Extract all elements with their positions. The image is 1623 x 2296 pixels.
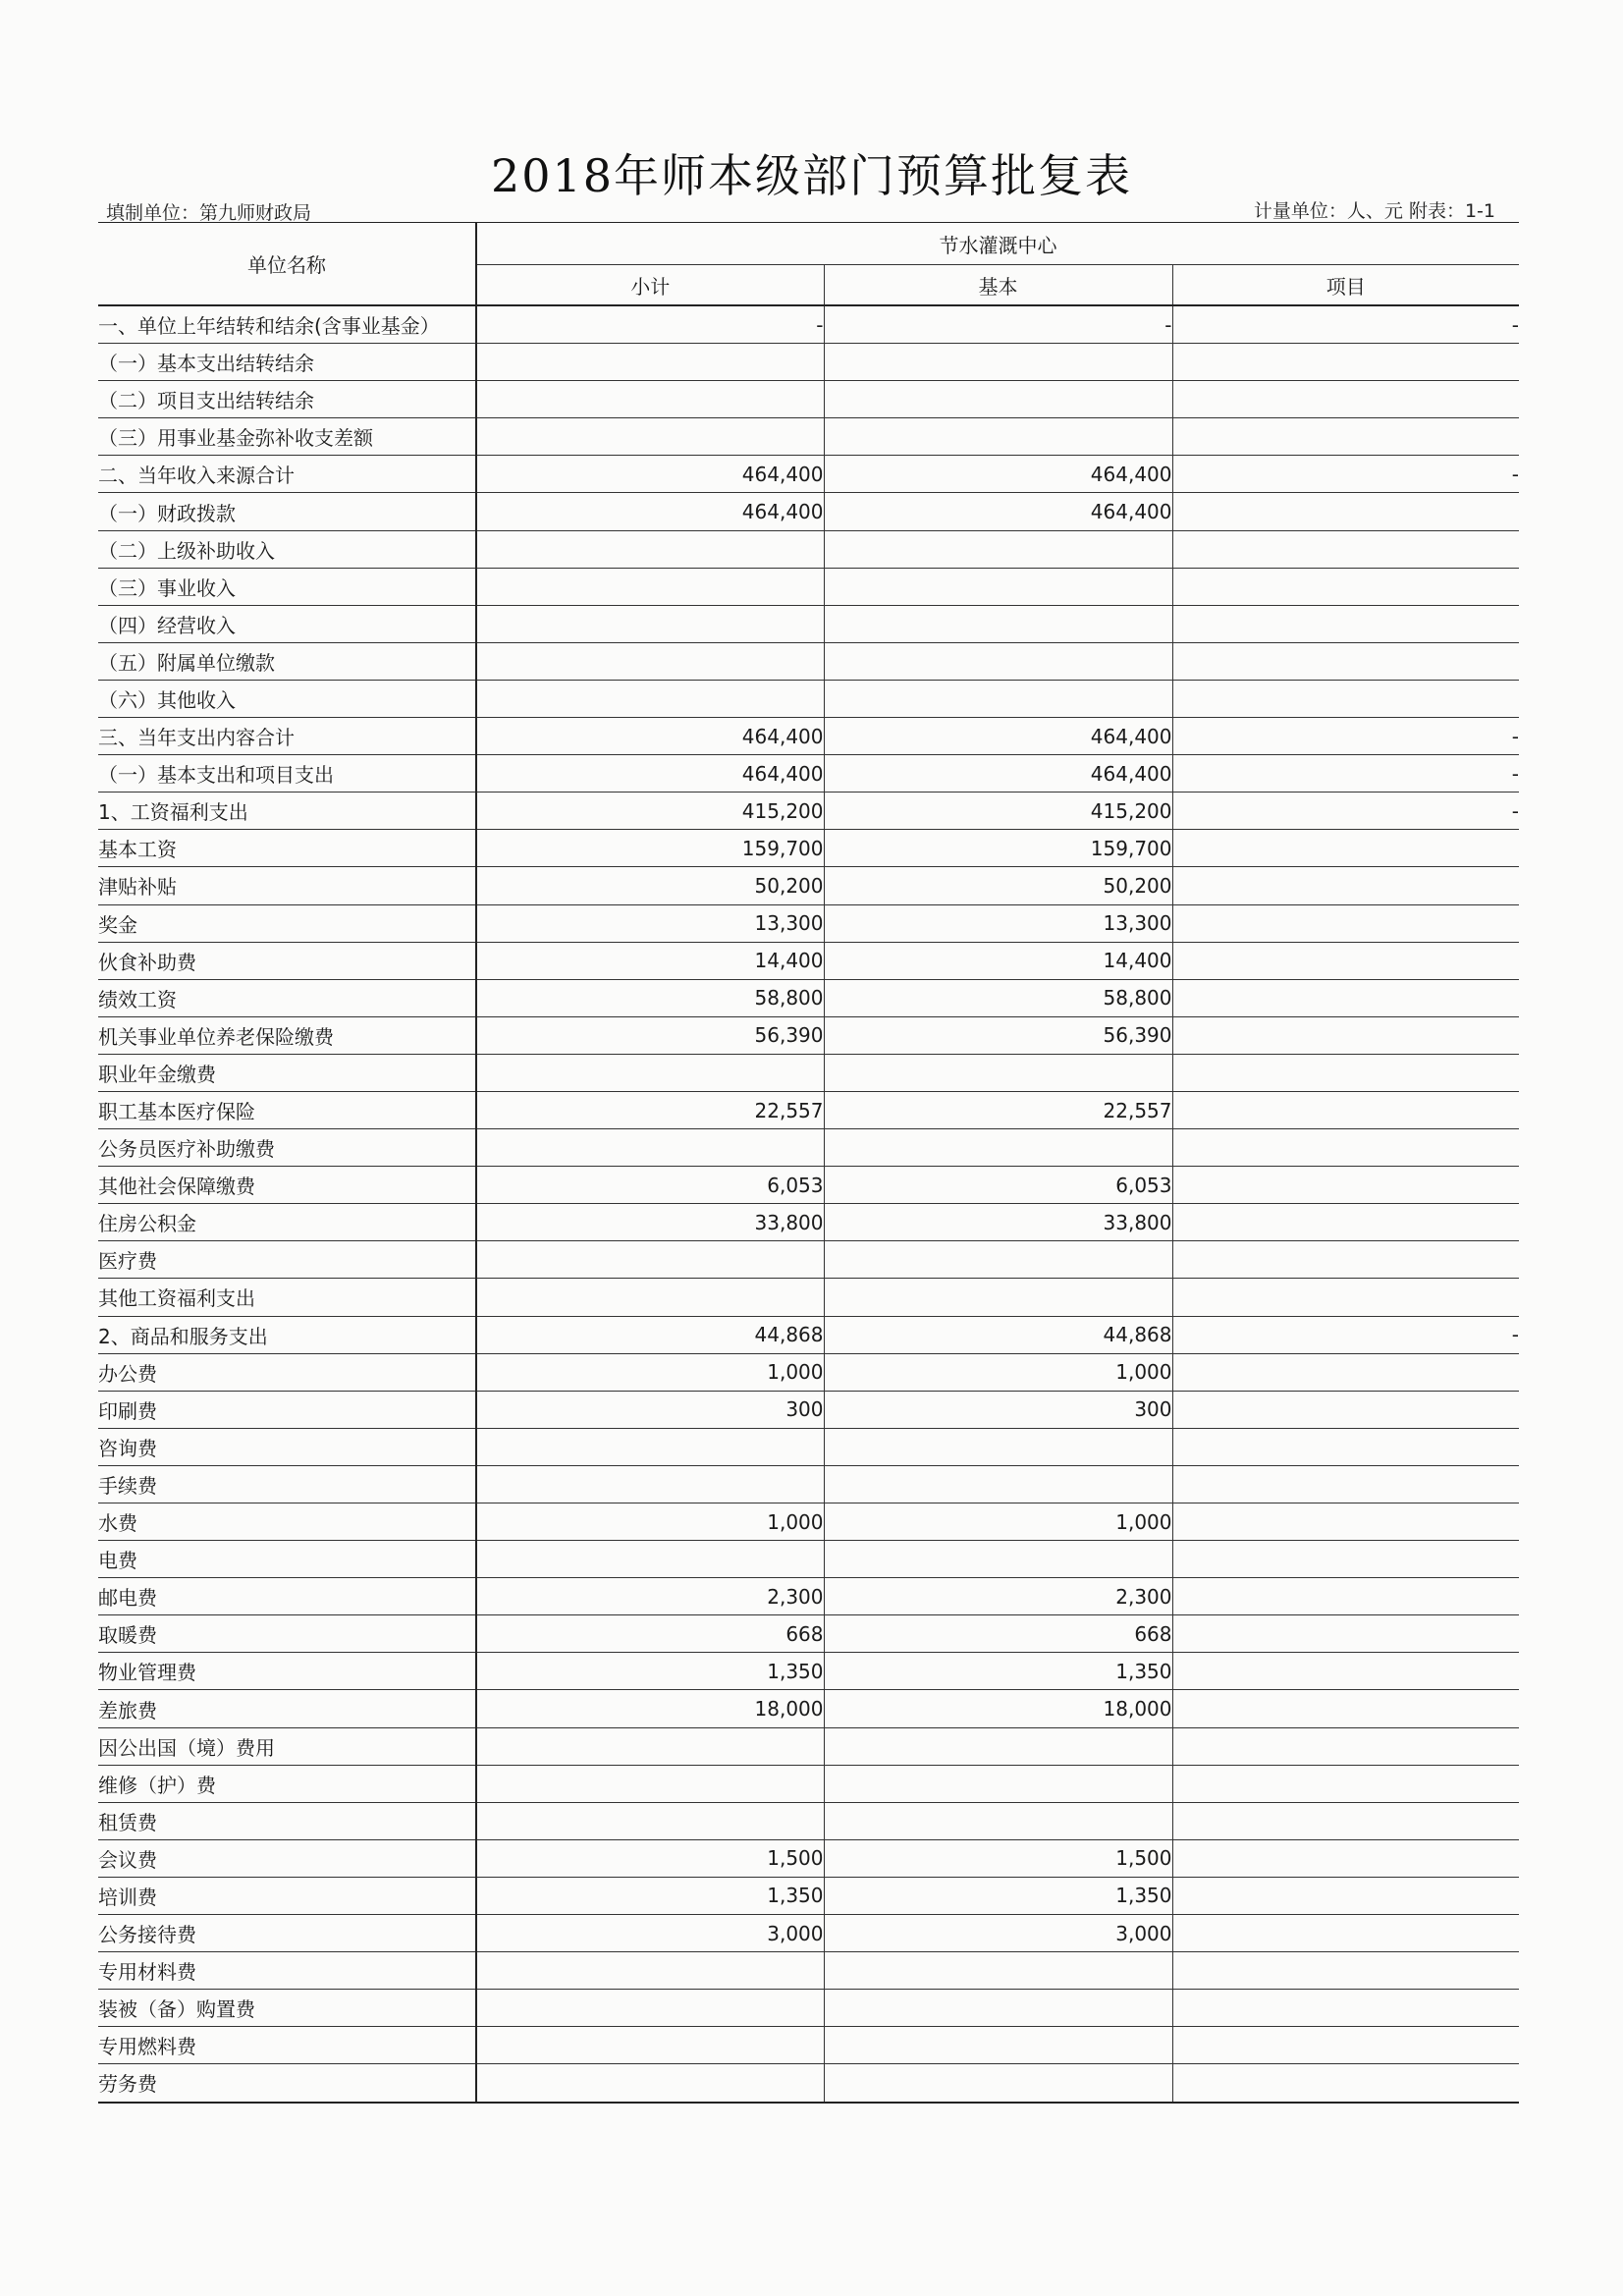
row-basic: 6,053	[824, 1167, 1172, 1204]
row-subtotal	[476, 1952, 824, 1990]
row-basic	[824, 568, 1172, 605]
row-label: 住房公积金	[98, 1204, 476, 1241]
row-label: 伙食补助费	[98, 942, 476, 979]
row-label: 专用燃料费	[98, 2027, 476, 2064]
row-label: 奖金	[98, 904, 476, 942]
row-project	[1172, 418, 1519, 456]
row-basic: 464,400	[824, 755, 1172, 793]
row-subtotal: 1,000	[476, 1503, 824, 1541]
row-label: 津贴补贴	[98, 867, 476, 904]
table-row	[98, 1465, 1519, 1503]
row-label: 一、单位上年结转和结余(含事业基金）	[98, 305, 476, 344]
table-row	[98, 979, 1519, 1016]
table-body	[98, 305, 1519, 2103]
row-label: （四）经营收入	[98, 605, 476, 642]
table-row	[98, 1915, 1519, 1952]
budget-table	[98, 222, 1519, 2104]
row-subtotal: 415,200	[476, 793, 824, 830]
row-label: 培训费	[98, 1877, 476, 1914]
row-project	[1172, 1503, 1519, 1541]
row-subtotal	[476, 344, 824, 381]
row-label: （一）基本支出结转结余	[98, 344, 476, 381]
row-label: 职工基本医疗保险	[98, 1091, 476, 1128]
row-project	[1172, 530, 1519, 568]
row-label: 机关事业单位养老保险缴费	[98, 1016, 476, 1054]
row-project	[1172, 1690, 1519, 1727]
row-subtotal: 33,800	[476, 1204, 824, 1241]
table-row	[98, 1428, 1519, 1465]
row-basic: 1,500	[824, 1839, 1172, 1877]
row-project	[1172, 642, 1519, 680]
row-subtotal: 464,400	[476, 493, 824, 530]
row-project	[1172, 1204, 1519, 1241]
row-label: 基本工资	[98, 830, 476, 867]
row-project: -	[1172, 1316, 1519, 1353]
row-basic	[824, 381, 1172, 418]
row-project	[1172, 2064, 1519, 2103]
row-subtotal: 300	[476, 1391, 824, 1428]
row-basic	[824, 1541, 1172, 1578]
row-basic: 668	[824, 1615, 1172, 1653]
row-label: 装被（备）购置费	[98, 1990, 476, 2027]
measurement-unit: 计量单位：人、元 附表：1-1	[1253, 200, 1495, 222]
row-label: 专用材料费	[98, 1952, 476, 1990]
row-label: 电费	[98, 1541, 476, 1578]
row-label: （二）项目支出结转结余	[98, 381, 476, 418]
table-row	[98, 867, 1519, 904]
row-label: 医疗费	[98, 1241, 476, 1279]
table-row	[98, 1765, 1519, 1802]
table-row	[98, 1167, 1519, 1204]
table-row	[98, 642, 1519, 680]
row-subtotal: 464,400	[476, 755, 824, 793]
row-subtotal	[476, 1802, 824, 1839]
table-row	[98, 1990, 1519, 2027]
row-project	[1172, 381, 1519, 418]
row-project	[1172, 1990, 1519, 2027]
row-basic: 464,400	[824, 456, 1172, 493]
row-subtotal	[476, 680, 824, 717]
table-row	[98, 305, 1519, 344]
row-label: 因公出国（境）费用	[98, 1727, 476, 1765]
row-label: 取暖费	[98, 1615, 476, 1653]
table-row	[98, 718, 1519, 755]
row-subtotal	[476, 1541, 824, 1578]
row-subtotal	[476, 381, 824, 418]
row-project	[1172, 1241, 1519, 1279]
table-row	[98, 1877, 1519, 1914]
row-subtotal: 22,557	[476, 1091, 824, 1128]
header-project: 项目	[1172, 265, 1519, 306]
row-subtotal	[476, 1428, 824, 1465]
table-row	[98, 605, 1519, 642]
row-basic	[824, 344, 1172, 381]
row-basic: 58,800	[824, 979, 1172, 1016]
row-basic: 14,400	[824, 942, 1172, 979]
table-row	[98, 1727, 1519, 1765]
table-row	[98, 1802, 1519, 1839]
row-basic	[824, 1241, 1172, 1279]
table-row	[98, 493, 1519, 530]
row-subtotal	[476, 605, 824, 642]
row-basic: 464,400	[824, 493, 1172, 530]
row-label: 其他工资福利支出	[98, 1279, 476, 1316]
row-project	[1172, 1091, 1519, 1128]
row-subtotal: 668	[476, 1615, 824, 1653]
row-label: 2、商品和服务支出	[98, 1316, 476, 1353]
table-row	[98, 1054, 1519, 1091]
row-subtotal	[476, 1054, 824, 1091]
table-row	[98, 904, 1519, 942]
row-basic: 300	[824, 1391, 1172, 1428]
row-label: 维修（护）费	[98, 1765, 476, 1802]
row-label: 水费	[98, 1503, 476, 1541]
table-row	[98, 942, 1519, 979]
row-subtotal	[476, 1990, 824, 2027]
row-basic: 159,700	[824, 830, 1172, 867]
row-project	[1172, 568, 1519, 605]
row-basic	[824, 1990, 1172, 2027]
table-row	[98, 418, 1519, 456]
row-label: 手续费	[98, 1465, 476, 1503]
row-basic: 18,000	[824, 1690, 1172, 1727]
row-subtotal	[476, 1241, 824, 1279]
row-basic: 415,200	[824, 793, 1172, 830]
row-label: 咨询费	[98, 1428, 476, 1465]
row-basic	[824, 1428, 1172, 1465]
row-label: 印刷费	[98, 1391, 476, 1428]
page-title: 2018年师本级部门预算批复表	[490, 149, 1133, 202]
row-basic: 1,350	[824, 1877, 1172, 1914]
row-basic	[824, 2027, 1172, 2064]
row-subtotal: 1,000	[476, 1353, 824, 1391]
table-row	[98, 793, 1519, 830]
row-project	[1172, 1615, 1519, 1653]
row-basic	[824, 418, 1172, 456]
row-subtotal	[476, 1765, 824, 1802]
row-subtotal	[476, 568, 824, 605]
row-basic: 56,390	[824, 1016, 1172, 1054]
row-label: 租赁费	[98, 1802, 476, 1839]
row-subtotal	[476, 642, 824, 680]
row-project	[1172, 344, 1519, 381]
table-row	[98, 2064, 1519, 2103]
row-subtotal: 44,868	[476, 1316, 824, 1353]
row-project	[1172, 979, 1519, 1016]
row-subtotal: 2,300	[476, 1578, 824, 1615]
table-row	[98, 1129, 1519, 1167]
row-label: 1、工资福利支出	[98, 793, 476, 830]
table-row	[98, 530, 1519, 568]
row-basic: 1,000	[824, 1503, 1172, 1541]
row-project: -	[1172, 793, 1519, 830]
row-project	[1172, 1952, 1519, 1990]
row-project	[1172, 1802, 1519, 1839]
row-basic	[824, 605, 1172, 642]
table-row	[98, 1091, 1519, 1128]
row-label: 公务接待费	[98, 1915, 476, 1952]
row-project: -	[1172, 755, 1519, 793]
row-subtotal: 56,390	[476, 1016, 824, 1054]
row-basic: -	[824, 305, 1172, 344]
table-row	[98, 830, 1519, 867]
row-basic: 13,300	[824, 904, 1172, 942]
row-project	[1172, 1167, 1519, 1204]
row-label: （一）基本支出和项目支出	[98, 755, 476, 793]
row-subtotal: 6,053	[476, 1167, 824, 1204]
table-row	[98, 1204, 1519, 1241]
row-label: （二）上级补助收入	[98, 530, 476, 568]
row-project	[1172, 830, 1519, 867]
table-row	[98, 1653, 1519, 1690]
table-row	[98, 1690, 1519, 1727]
table-row	[98, 1503, 1519, 1541]
row-label: （五）附属单位缴款	[98, 642, 476, 680]
row-basic: 22,557	[824, 1091, 1172, 1128]
row-label: 公务员医疗补助缴费	[98, 1129, 476, 1167]
row-label: 其他社会保障缴费	[98, 1167, 476, 1204]
row-label: （一）财政拨款	[98, 493, 476, 530]
row-project	[1172, 1653, 1519, 1690]
row-project	[1172, 1016, 1519, 1054]
table-row	[98, 1279, 1519, 1316]
row-label: 二、当年收入来源合计	[98, 456, 476, 493]
row-label: 绩效工资	[98, 979, 476, 1016]
table-header	[98, 223, 1519, 306]
row-project	[1172, 1054, 1519, 1091]
row-subtotal	[476, 1727, 824, 1765]
table-row	[98, 1353, 1519, 1391]
row-label: （六）其他收入	[98, 680, 476, 717]
row-subtotal: 14,400	[476, 942, 824, 979]
table-row	[98, 1952, 1519, 1990]
row-subtotal: 464,400	[476, 718, 824, 755]
row-project	[1172, 1465, 1519, 1503]
table-row	[98, 1578, 1519, 1615]
row-subtotal: 159,700	[476, 830, 824, 867]
row-subtotal: -	[476, 305, 824, 344]
table-row	[98, 755, 1519, 793]
header-basic: 基本	[824, 265, 1172, 306]
row-subtotal: 464,400	[476, 456, 824, 493]
row-project	[1172, 1391, 1519, 1428]
row-project	[1172, 904, 1519, 942]
table-row	[98, 1241, 1519, 1279]
row-project	[1172, 1428, 1519, 1465]
row-project: -	[1172, 305, 1519, 344]
row-subtotal	[476, 418, 824, 456]
row-subtotal: 50,200	[476, 867, 824, 904]
row-basic: 464,400	[824, 718, 1172, 755]
table-row	[98, 381, 1519, 418]
row-subtotal	[476, 530, 824, 568]
row-subtotal: 1,500	[476, 1839, 824, 1877]
row-label: 办公费	[98, 1353, 476, 1391]
row-project: -	[1172, 718, 1519, 755]
row-basic	[824, 1765, 1172, 1802]
row-project: -	[1172, 456, 1519, 493]
row-subtotal: 1,350	[476, 1877, 824, 1914]
table-row	[98, 1316, 1519, 1353]
row-basic	[824, 1802, 1172, 1839]
row-project	[1172, 1541, 1519, 1578]
row-project	[1172, 1839, 1519, 1877]
row-basic	[824, 1054, 1172, 1091]
row-project	[1172, 1915, 1519, 1952]
row-project	[1172, 1353, 1519, 1391]
table-row	[98, 1391, 1519, 1428]
row-label: （三）用事业基金弥补收支差额	[98, 418, 476, 456]
table-row	[98, 1615, 1519, 1653]
row-project	[1172, 1727, 1519, 1765]
table-row	[98, 2027, 1519, 2064]
table-row	[98, 568, 1519, 605]
row-project	[1172, 1578, 1519, 1615]
row-basic: 44,868	[824, 1316, 1172, 1353]
table-row	[98, 1541, 1519, 1578]
row-label: 邮电费	[98, 1578, 476, 1615]
row-label: （三）事业收入	[98, 568, 476, 605]
row-subtotal: 58,800	[476, 979, 824, 1016]
header-subtotal: 小计	[476, 265, 824, 306]
row-subtotal: 18,000	[476, 1690, 824, 1727]
row-project	[1172, 1129, 1519, 1167]
row-basic	[824, 680, 1172, 717]
row-project	[1172, 493, 1519, 530]
row-project	[1172, 942, 1519, 979]
table-row	[98, 456, 1519, 493]
row-subtotal	[476, 2064, 824, 2103]
row-subtotal: 13,300	[476, 904, 824, 942]
row-project	[1172, 605, 1519, 642]
row-subtotal	[476, 1129, 824, 1167]
row-project	[1172, 680, 1519, 717]
row-basic: 3,000	[824, 1915, 1172, 1952]
header-group: 节水灌溉中心	[476, 223, 1519, 265]
table-row	[98, 1016, 1519, 1054]
row-subtotal	[476, 2027, 824, 2064]
row-basic: 2,300	[824, 1578, 1172, 1615]
row-basic	[824, 1727, 1172, 1765]
table-row	[98, 680, 1519, 717]
row-label: 职业年金缴费	[98, 1054, 476, 1091]
row-basic	[824, 1952, 1172, 1990]
row-basic: 1,000	[824, 1353, 1172, 1391]
row-label: 三、当年支出内容合计	[98, 718, 476, 755]
row-project	[1172, 1765, 1519, 1802]
row-project	[1172, 1877, 1519, 1914]
row-label: 物业管理费	[98, 1653, 476, 1690]
row-subtotal	[476, 1279, 824, 1316]
row-subtotal: 3,000	[476, 1915, 824, 1952]
row-label: 劳务费	[98, 2064, 476, 2103]
row-basic: 50,200	[824, 867, 1172, 904]
row-project	[1172, 2027, 1519, 2064]
row-basic	[824, 1129, 1172, 1167]
table-row	[98, 344, 1519, 381]
row-label: 差旅费	[98, 1690, 476, 1727]
header-unit-name: 单位名称	[98, 223, 476, 306]
row-basic: 1,350	[824, 1653, 1172, 1690]
row-basic	[824, 1279, 1172, 1316]
filling-unit: 填制单位：第九师财政局	[106, 202, 312, 224]
row-basic	[824, 1465, 1172, 1503]
row-project	[1172, 1279, 1519, 1316]
table-row	[98, 1839, 1519, 1877]
row-basic	[824, 530, 1172, 568]
row-project	[1172, 867, 1519, 904]
row-basic	[824, 2064, 1172, 2103]
row-basic	[824, 642, 1172, 680]
row-subtotal: 1,350	[476, 1653, 824, 1690]
row-basic: 33,800	[824, 1204, 1172, 1241]
row-subtotal	[476, 1465, 824, 1503]
row-label: 会议费	[98, 1839, 476, 1877]
